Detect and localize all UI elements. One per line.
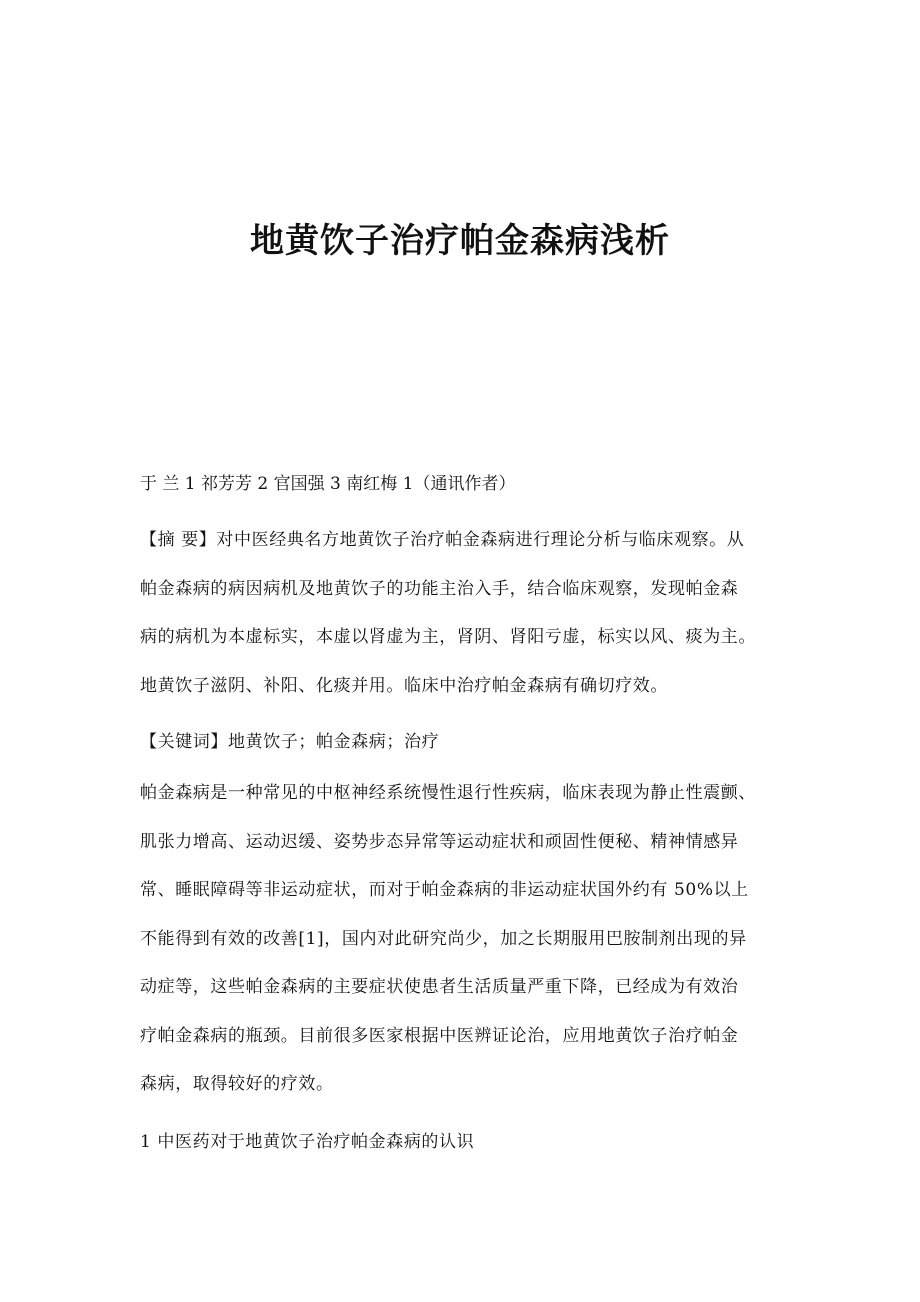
body-line: 肌张力增高、运动迟缓、姿势步态异常等运动症状和顽固性便秘、精神情感异 bbox=[140, 831, 739, 852]
body-line: 疗帕金森病的瓶颈。目前很多医家根据中医辨证论治，应用地黄饮子治疗帕金 bbox=[140, 1025, 739, 1046]
paper-title: 地黄饮子治疗帕金森病浅析 bbox=[250, 221, 670, 261]
abstract-line bbox=[140, 526, 790, 575]
keywords-line bbox=[140, 728, 790, 777]
abstract-line: 帕金森病的病因病机及地黄饮子的功能主治入手，结合临床观察，发现帕金森 bbox=[140, 578, 739, 599]
body-line: 帕金森病是一种常见的中枢神经系统慢性退行性疾病，临床表现为静止性震颤、 bbox=[140, 783, 756, 803]
keywords-text: 地黄饮子；帕金森病；治疗 bbox=[228, 732, 440, 752]
body-line: 不能得到有效的改善[1]，国内对此研究尚少，加之长期服用巴胺制剂出现的异 bbox=[140, 928, 747, 949]
body-paragraph bbox=[140, 779, 790, 1119]
author-list: 于 兰 1 祁芳芳 2 官国强 3 南红梅 1（通讯作者） bbox=[140, 474, 516, 494]
section-heading: 1 中医药对于地黄饮子治疗帕金森病的认识 bbox=[140, 1132, 475, 1152]
abstract-label: 【摘 要】 bbox=[140, 530, 217, 550]
abstract-text: 对中医经典名方地黄饮子治疗帕金森病进行理论分析与临床观察。从 bbox=[216, 530, 745, 550]
abstract-line: 地黄饮子滋阴、补阳、化痰并用。临床中治疗帕金森病有确切疗效。 bbox=[140, 675, 668, 696]
keywords-label: 【关键词】 bbox=[140, 732, 228, 752]
section-heading-block bbox=[140, 1128, 790, 1177]
abstract-section bbox=[140, 526, 790, 720]
abstract-line: 病的病机为本虚标实，本虚以肾虚为主，肾阴、肾阳亏虚，标实以风、痰为主。 bbox=[140, 627, 756, 647]
body-line: 常、睡眠障碍等非运动症状，而对于帕金森病的非运动症状国外约有 50%以上 bbox=[140, 880, 749, 900]
keywords-section bbox=[140, 728, 790, 777]
body-line: 动症等，这些帕金森病的主要症状使患者生活质量严重下降，已经成为有效治 bbox=[140, 977, 739, 997]
body-line: 森病，取得较好的疗效。 bbox=[140, 1074, 334, 1094]
